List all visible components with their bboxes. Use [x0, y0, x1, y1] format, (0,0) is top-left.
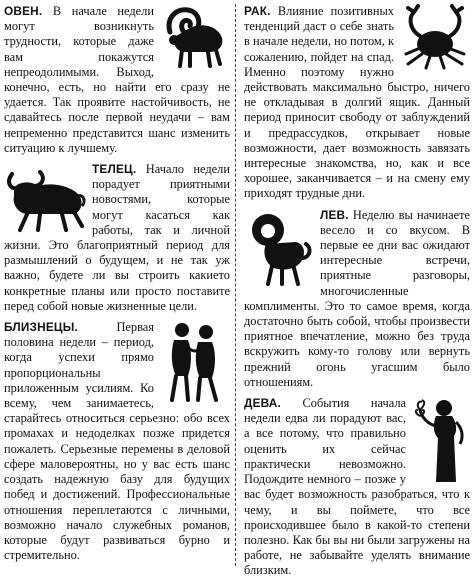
gemini-title: БЛИЗНЕЦЫ.	[4, 320, 78, 335]
leo-lion-icon	[244, 210, 314, 288]
cancer-text: Влияние позитивных тенденций даст о себе знать в начале недели, но потом, к сожалению, пойдет на спад. Именно поэтому нужно действовать максимально быстро, ничего не откладывая в долгий ящик. Данный период приносит свободу от заблуждений и предрассудков, открывает новые возможности, дает возможность завязать интересные знакомства, но, как и все хорошее, заканчивается – и на смену ему приходят трудные дни.	[244, 4, 470, 201]
gemini-section	[4, 320, 230, 563]
taurus-text: Начало недели порадует приятными новостями, которые могут касаться как работы, так и личной жизни. Это благоприятный период для размышлений о будущем, и не так уж важно, будете ли вы строить какието конкретные планы или просто поставите перед собой новые жизненные цели.	[4, 162, 230, 313]
virgo-text: События начала недели едва ли порадуют вас, а все потому, что правильно оценить их сейчас практически невозможно. Подождите немного – позже у вас будет возможность разобраться, что к чему, и вы поймете, что все происходившее было в какой-то степени полезно. Как бы вы ни были загружены на работе, не забывайте уделять внимание близким.	[244, 396, 470, 578]
cancer-section	[244, 4, 470, 202]
taurus-title: ТЕЛЕЦ.	[92, 162, 137, 177]
gemini-twins-icon	[160, 320, 230, 404]
cancer-crab-icon	[400, 4, 470, 72]
taurus-section	[4, 162, 230, 314]
cancer-title: РАК.	[244, 4, 271, 18]
taurus-bull-icon	[4, 164, 86, 234]
aries-text: В начале недели могут возникнуть трудности, которые даже вам покажутся непреодолимыми. Выход, конечно, есть, но найти его сразу не удается. Так проявите настойчивость, не сдавайтесь после первой неудачи – вам непременно представится шанс изменить ситуацию к лучшему.	[4, 4, 230, 155]
aries-ram-icon	[160, 4, 230, 70]
gemini-text: Первая половина недели – период, когда успехи прямо пропорциональны приложенным усилиям. Ко всему, чем занимаетесь, старайтесь относиться серьезно: обо всех промахах и недоделках позже придется пожалеть. Серьезные перемены в деловой сфере маловероятны, но у вас есть шанс создать надежную базу для будущих побед и достижений. Профессиональные отношения переплетаются с личными, возможно начало служебных романов, которые будут развиваться бурно и стремительно.	[4, 320, 230, 563]
left-column	[4, 4, 230, 569]
leo-text: Неделю вы начинаете весело и со вкусом. В первые ее дни вас ожидают интересные встречи, приятные разговоры, многочисленные комплименты. Это то самое время, когда достаточно быть собой, чтобы произвести приятное впечатление, можно без труда вскружить кому-то голову или вернуть прежний огонь угасшим было отношениям.	[244, 207, 470, 389]
virgo-maiden-icon	[412, 396, 470, 486]
virgo-section	[244, 396, 470, 578]
leo-section	[244, 208, 470, 390]
aries-title: ОВЕН.	[4, 4, 43, 18]
virgo-title: ДЕВА.	[244, 396, 282, 411]
right-column	[244, 4, 470, 585]
leo-title: ЛЕВ.	[320, 207, 349, 222]
aries-section	[4, 4, 230, 156]
column-divider	[235, 4, 236, 566]
